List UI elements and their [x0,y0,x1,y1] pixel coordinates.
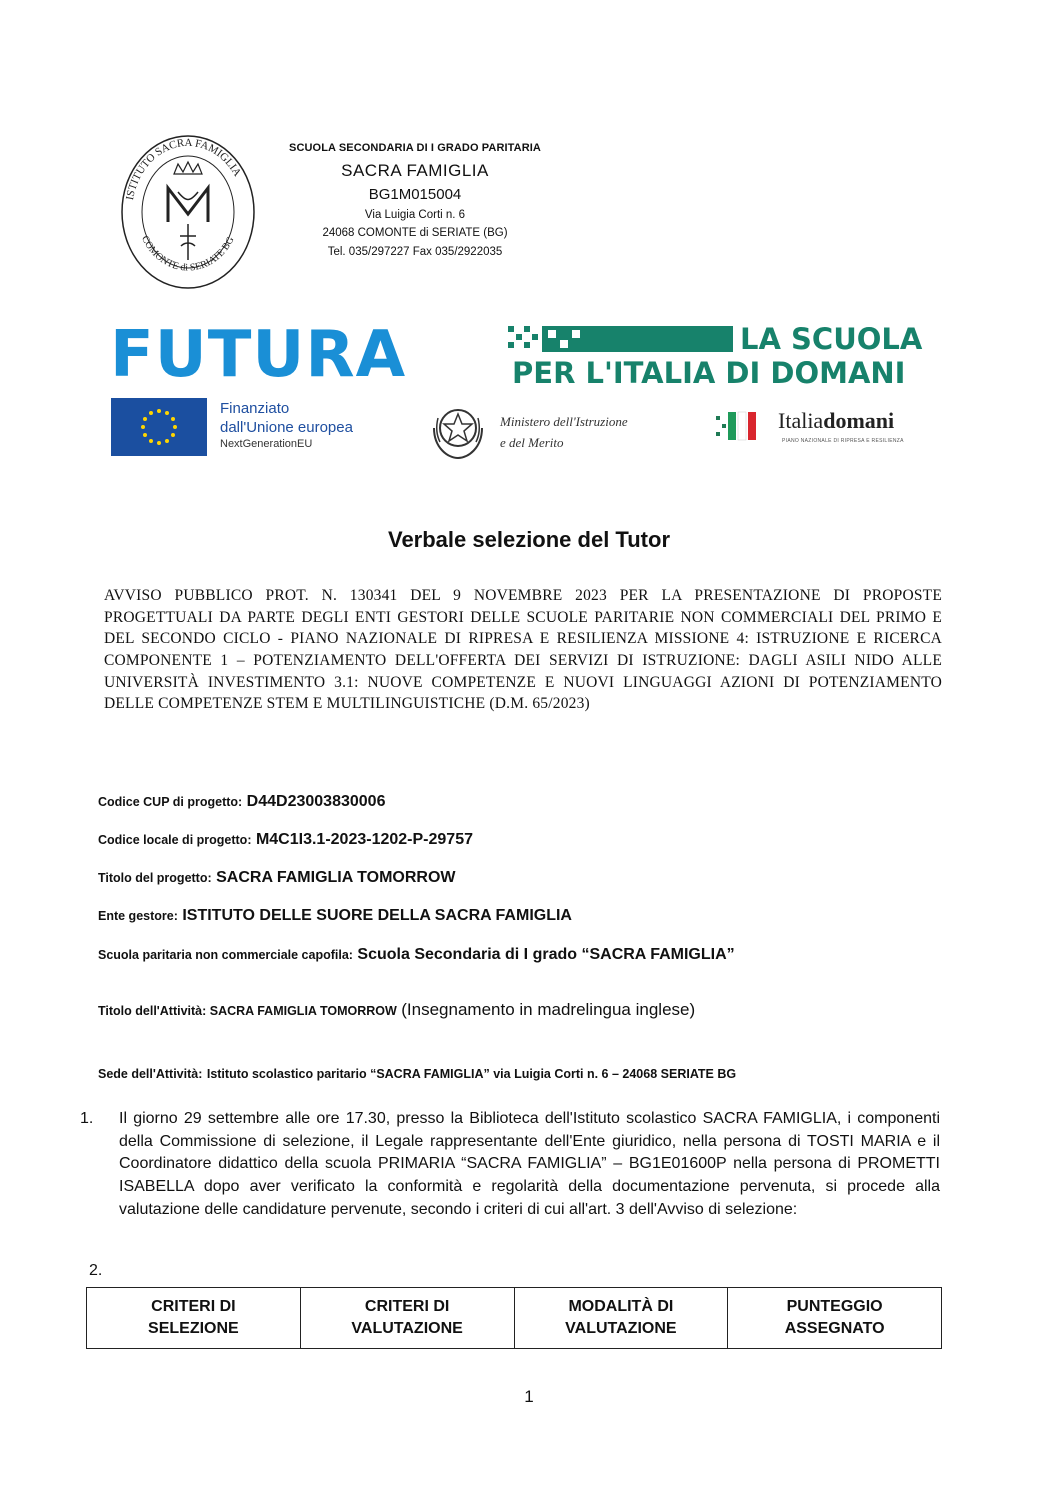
preamble-text: AVVISO PUBBLICO PROT. N. 130341 DEL 9 NOVEMBRE 2023 PER LA PRESENTAZIONE DI PROPOSTE PROGETTUALI DA PARTE DEGLI ENTI GESTORI DELLE SCUOLE PARITARIE NON COMMERCIALI DEL PRIMO E DEL SECONDO CICLO - PIANO NAZIONALE DI RIPRESA E RESILIENZA MISSIONE 4: ISTRUZIONE E RICERCA COMPONENTE 1 – POTENZIAMENTO DELL'OFFERTA DEI SERVIZI DI ISTRUZIONE: DAGLI ASILI NIDO ALLE UNIVERSITÀ INVESTIMENTO 3.1: NUOVE COMPETENZE E NUOVI LINGUAGGI AZIONI DI POTENZIAMENTO DELLE COMPETENZE STEM E MULTILINGUISTICHE (D.M. 65/2023) [104,587,942,713]
document-title: Verbale selezione del Tutor [387,527,670,552]
list-item-number: 1. [80,1110,94,1127]
local-code-value: M4C1I3.1-2023-1202-P-29757 [255,831,473,848]
ministry-line-1: Ministero dell'Istruzione [500,414,628,429]
header-line: VALUTAZIONE [565,1320,677,1337]
activity-title-label: Titolo dell'Attività: SACRA FAMIGLIA TOMORROW [98,1004,397,1018]
italiadomani-a: Italia [778,408,824,433]
project-title-value: SACRA FAMIGLIA TOMORROW [216,869,456,886]
activity-site-label: Sede dell'Attività: [98,1067,203,1081]
italiadomani-subtitle: PIANO NAZIONALE DI RIPRESA E RESILIENZA [782,438,904,444]
header-line: CRITERI DI [364,1297,450,1315]
school-seal-logo [118,132,258,292]
school-city: 24068 COMONTE di SERIATE (BG) [322,227,508,240]
svg-text:COMONTE di SERIATE BG: COMONTE di SERIATE BG [138,234,237,274]
activity-title-value: (Insegnamento in madrelingua inglese) [401,1000,696,1019]
cup-value: D44D23003830006 [246,793,386,810]
activity-site-field [98,1065,736,1083]
italiadomani-b: domani [823,408,895,433]
header-line: VALUTAZIONE [351,1320,463,1337]
school-phone: Tel. 035/297227 Fax 035/2922035 [327,246,503,259]
eu-line-2: dall'Unione europea [220,418,353,436]
ministry-line-2: e del Merito [500,434,564,450]
activity-site-value: Istituto scolastico paritario “SACRA FAMIGLIA” via Luigia Corti n. 6 – 24068 SERIATE BG [206,1067,737,1081]
school-address: Via Luigia Corti n. 6 [364,208,466,221]
eu-line-1: Finanziato [220,400,290,417]
project-title-field [98,869,456,887]
school-code: BG1M015004 [368,185,462,203]
page-number: 1 [524,1387,534,1406]
project-title-label: Titolo del progetto: [98,871,212,885]
cup-field [98,793,385,811]
criteria-table [86,1287,942,1349]
header-line: PUNTEGGIO [786,1297,883,1315]
manager-value: ISTITUTO DELLE SUORE DELLA SACRA FAMIGLIA [182,907,572,924]
activity-title-field [98,1000,695,1020]
table-header-cell [300,1288,514,1349]
list-item-1 [80,1108,940,1222]
school-type: SCUOLA SECONDARIA DI I GRADO PARITARIA [289,142,541,154]
table-header-cell [87,1288,301,1349]
lead-school-value: Scuola Secondaria di I grado “SACRA FAMIGLIA” [357,946,735,963]
local-code-label: Codice locale di progetto: [98,833,252,847]
futura-tagline-2: PER L'ITALIA DI DOMANI [512,356,906,390]
table-header-cell [514,1288,728,1349]
list-item-2-number: 2. [89,1262,103,1279]
pixel-bar-graphic [508,326,733,352]
header-line: CRITERI DI [151,1297,236,1315]
manager-label: Ente gestore: [98,909,178,923]
futura-tagline-1: LA SCUOLA [740,322,923,356]
header-line: SELEZIONE [148,1320,239,1337]
eu-flag-icon [111,398,207,456]
lead-school-label: Scuola paritaria non commerciale capofila: [98,948,353,962]
table-header-row [87,1288,942,1349]
svg-text:ISTITUTO SACRA FAMIGLIA: ISTITUTO SACRA FAMIGLIA [123,136,244,202]
eu-funding-text [220,400,353,451]
school-name: SACRA FAMIGLIA [341,161,489,181]
italiadomani-logo-icon [716,410,766,444]
eu-line-3: NextGenerationEU [220,437,313,450]
header-line: MODALITÀ DI [568,1297,674,1315]
italiadomani-logo-text [778,408,894,434]
ministry-text [500,412,628,454]
manager-field [98,907,572,925]
cup-label: Codice CUP di progetto: [98,795,243,809]
local-code-field [98,831,473,849]
futura-logo: FUTURA [110,318,407,392]
italian-republic-emblem-icon [428,398,488,460]
list-item-text: Il giorno 29 settembre alle ore 17.30, presso la Biblioteca dell'Istituto scolastico SACRA FAMIGLIA, i componenti della Commissione di selezione, il Legale rappresentante dell'Ente giuridico, nella persona di TOSTI MARIA e il Coordinatore didattico della scuola PRIMARIA “SACRA FAMIGLIA” – BG1E01600P nella persona di PROMETTI ISABELLA dopo aver verificato la conformità e regolarità della documentazione pervenuta, si procede alla valutazione delle candidature pervenute, secondo i criteri di cui all'art. 3 dell'Avviso di selezione: [119,1110,940,1218]
table-header-cell [728,1288,942,1349]
school-header [260,142,570,260]
lead-school-field [98,946,735,964]
header-line: ASSEGNATO [784,1320,885,1337]
